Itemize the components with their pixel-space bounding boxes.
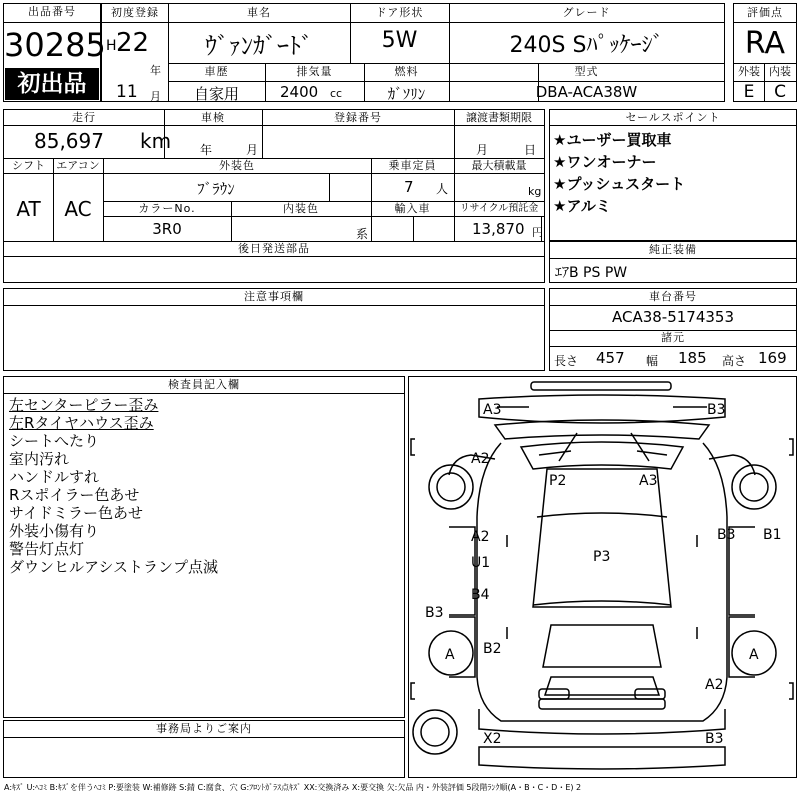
era-prefix: H bbox=[106, 38, 117, 54]
transfer-month-unit: 月 bbox=[476, 143, 489, 157]
length-label: 長さ bbox=[554, 354, 579, 368]
history: 自家用 bbox=[193, 85, 239, 103]
door-type: 5W bbox=[381, 28, 418, 53]
score-block bbox=[733, 3, 797, 102]
first-reg-label: 初度登録 bbox=[111, 6, 159, 19]
office-block bbox=[3, 720, 405, 778]
fuel-label: 燃料 bbox=[394, 65, 419, 78]
load-label: 最大積載量 bbox=[471, 159, 527, 172]
mark-left-rear-b2: B2 bbox=[483, 641, 502, 657]
inspector-notes-list bbox=[9, 396, 218, 576]
grade: 240S Sﾊﾟｯｹｰｼﾞ bbox=[509, 33, 664, 58]
shift-label: シフト bbox=[12, 159, 45, 172]
inspection-label: 車検 bbox=[201, 111, 225, 124]
exterior-grade: E bbox=[743, 82, 755, 102]
spec-block bbox=[3, 109, 545, 283]
recycle: 13,870 bbox=[472, 220, 525, 238]
interior-grade: C bbox=[774, 82, 786, 102]
mark-rear-right: B3 bbox=[705, 731, 724, 747]
transfer-label: 譲渡書類期限 bbox=[466, 111, 532, 124]
mark-front-right: B3 bbox=[707, 402, 726, 418]
inspector-note: シートへたり bbox=[9, 432, 100, 450]
chassis-block bbox=[549, 288, 797, 371]
inspector-note: 外装小傷有り bbox=[9, 522, 100, 540]
recycle-unit: 円 bbox=[532, 226, 543, 239]
inspector-note: ダウンヒルアシストランプ点滅 bbox=[9, 558, 218, 576]
mark-right-door: B3 bbox=[717, 527, 736, 543]
fuel: ｶﾞｿﾘﾝ bbox=[387, 85, 426, 103]
score: RA bbox=[744, 26, 786, 61]
reg-number-label: 登録番号 bbox=[334, 111, 382, 124]
mark-roof-p3: P3 bbox=[593, 549, 611, 565]
sales-point-label: セールスポイント bbox=[625, 111, 721, 124]
recycle-label: リサイクル預託金 bbox=[459, 203, 539, 214]
mark-rear-left: X2 bbox=[483, 731, 502, 747]
sales-point-block bbox=[549, 109, 797, 241]
length: 457 bbox=[596, 349, 625, 367]
capacity: 7 bbox=[404, 178, 414, 196]
first-reg-year: 22 bbox=[116, 28, 150, 58]
capacity-unit: 人 bbox=[436, 182, 449, 196]
dims-label: 諸元 bbox=[661, 331, 685, 344]
color-label: 外装色 bbox=[219, 159, 255, 172]
first-listing-badge: 初出品 bbox=[5, 68, 99, 100]
equipment-value: ｴｱB PS PW bbox=[555, 265, 628, 281]
inspector-note: 警告灯点灯 bbox=[9, 540, 85, 558]
interior-label: 内装 bbox=[769, 65, 791, 78]
exterior-label: 外装 bbox=[738, 65, 760, 78]
later-parts-label: 後日発送部品 bbox=[238, 242, 310, 255]
mark-left-door-a2: A2 bbox=[471, 529, 490, 545]
transfer-day-unit: 日 bbox=[524, 143, 537, 157]
color-no-label: カラーNo. bbox=[138, 202, 196, 215]
import-label: 輸入車 bbox=[394, 202, 431, 215]
mileage: 85,697 bbox=[34, 129, 104, 153]
lot-block bbox=[3, 3, 106, 102]
sales-point-item: ★ワンオーナー bbox=[553, 153, 657, 171]
load-unit: kg bbox=[528, 185, 542, 198]
mileage-unit: km bbox=[140, 129, 172, 153]
history-label: 車歴 bbox=[204, 65, 229, 78]
inspector-note: Rスポイラー色あせ bbox=[9, 486, 140, 504]
sales-point-item: ★ユーザー買取車 bbox=[553, 131, 672, 149]
office-label: 事務局よりご案内 bbox=[156, 722, 252, 735]
grade-label: グレード bbox=[562, 6, 611, 19]
ac: AC bbox=[64, 197, 92, 221]
sales-point-item: ★アルミ bbox=[553, 197, 611, 215]
inspector-note: 室内汚れ bbox=[9, 450, 70, 468]
inspector-note: 左Rタイヤハウス歪み bbox=[9, 414, 154, 432]
model-label: 型式 bbox=[574, 65, 599, 78]
interior-color-label: 内装色 bbox=[283, 202, 319, 215]
sales-point-item: ★プッシュスタート bbox=[553, 175, 686, 193]
color: ﾌﾞﾗｳﾝ bbox=[197, 180, 235, 198]
mileage-label: 走行 bbox=[72, 111, 96, 124]
score-label: 評価点 bbox=[747, 6, 783, 19]
mark-right-rear-wheel: A bbox=[749, 647, 759, 663]
car-name: ｳﾞｧﾝｶﾞｰﾄﾞ bbox=[205, 32, 313, 60]
width: 185 bbox=[678, 349, 707, 367]
inspector-note: サイドミラー色あせ bbox=[9, 504, 143, 522]
mark-left-rear-wheel: A bbox=[445, 647, 455, 663]
first-reg-month: 11 bbox=[116, 82, 138, 102]
inspector-note: ハンドルすれ bbox=[9, 468, 100, 486]
height-label: 高さ bbox=[722, 354, 747, 368]
mark-left-front-door: A2 bbox=[471, 451, 490, 467]
displacement: 2400 bbox=[280, 83, 319, 101]
equipment-label: 純正装備 bbox=[649, 243, 697, 256]
legend: A:ｷｽﾞ U:ﾍｺﾐ B:ｷｽﾞを伴うﾍｺﾐ P:要塗装 W:補修跡 S:錆 C:腐食、穴 G:ﾌﾛﾝﾄｶﾞﾗｽ点ｷｽﾞ XX:交換済み X:要交換 欠:欠品 内・外装評価 5段階ﾗﾝｸ順(A・B・C・D・E) 2 bbox=[4, 783, 582, 792]
mark-roof-a3: A3 bbox=[639, 473, 658, 489]
color-no: 3R0 bbox=[152, 220, 182, 238]
mark-left-quarter: B3 bbox=[425, 605, 444, 621]
lot-label: 出品番号 bbox=[28, 5, 76, 18]
width-label: 幅 bbox=[646, 354, 659, 368]
chassis-label: 車台番号 bbox=[649, 290, 697, 303]
mark-right-rear-a2: A2 bbox=[705, 677, 724, 693]
header-main bbox=[101, 3, 725, 102]
month-unit: 月 bbox=[150, 90, 161, 103]
year-unit: 年 bbox=[150, 64, 161, 77]
chassis-number: ACA38-5174353 bbox=[611, 308, 735, 326]
displacement-label: 排気量 bbox=[296, 65, 333, 78]
shift: AT bbox=[16, 197, 41, 221]
notes-block bbox=[3, 288, 545, 371]
model: DBA-ACA38W bbox=[535, 83, 638, 101]
inspector-note: 左センターピラー歪み bbox=[9, 396, 159, 414]
mark-left-rear-door: B4 bbox=[471, 587, 490, 603]
car-diagram bbox=[408, 376, 797, 778]
mark-roof-p2: P2 bbox=[549, 473, 567, 489]
mark-right-side: B1 bbox=[763, 527, 782, 543]
displacement-unit: cc bbox=[330, 87, 343, 100]
height: 169 bbox=[758, 349, 787, 367]
inspection-year-unit: 年 bbox=[200, 143, 213, 157]
car-name-label: 車名 bbox=[247, 6, 271, 19]
car-outline bbox=[409, 377, 796, 777]
notes-label: 注意事項欄 bbox=[244, 290, 304, 303]
lot-number: 30285 bbox=[4, 26, 106, 64]
inspector-block bbox=[3, 376, 405, 718]
capacity-label: 乗車定員 bbox=[388, 159, 437, 172]
mark-left-door-u1: U1 bbox=[471, 555, 491, 571]
mark-front-left: A3 bbox=[483, 402, 502, 418]
inspector-label: 検査員記入欄 bbox=[168, 378, 240, 391]
sales-point-list bbox=[553, 129, 685, 217]
equipment-block bbox=[549, 241, 797, 283]
interior-color-unit: 系 bbox=[356, 227, 369, 241]
inspection-month-unit: 月 bbox=[246, 143, 259, 157]
door-label: ドア形状 bbox=[375, 6, 424, 19]
ac-label: エアコン bbox=[56, 159, 100, 172]
